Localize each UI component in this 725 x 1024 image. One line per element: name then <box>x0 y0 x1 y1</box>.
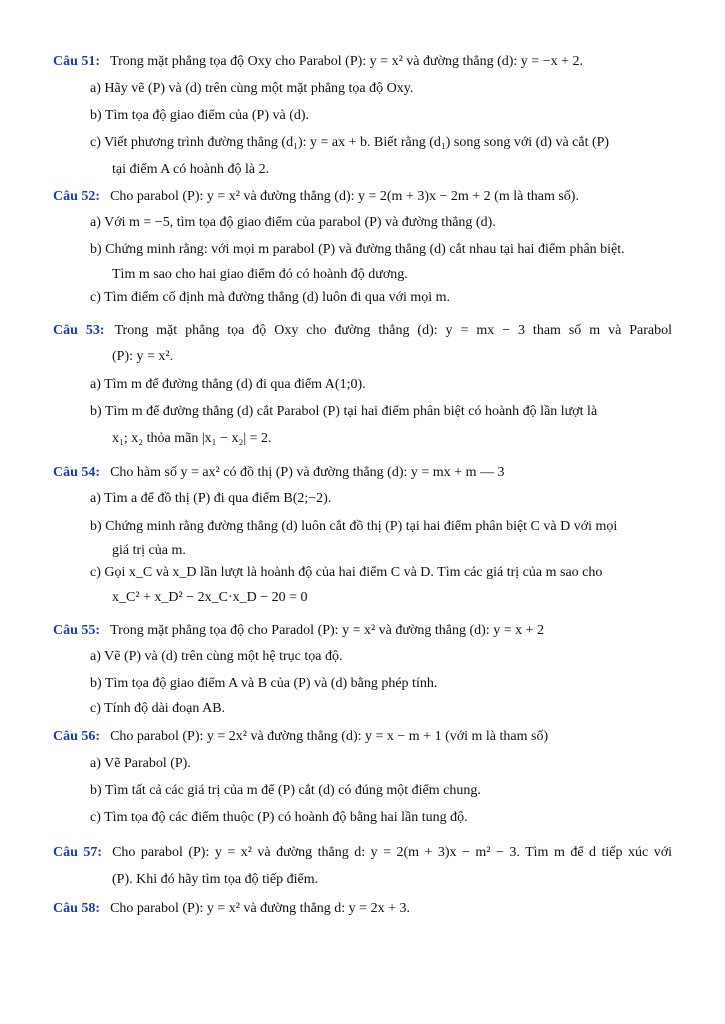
question-56-part-c: c) Tìm tọa độ các điểm thuộc (P) có hoành độ bằng hai lần tung độ. <box>90 810 468 825</box>
question-53-part-a: a) Tìm m để đường thẳng (d) đi qua điểm A(1;0). <box>90 377 366 392</box>
question-52-part-b-continued: Tìm m sao cho hai giao điểm đó có hoành độ dương. <box>112 267 408 282</box>
question-58 <box>53 900 410 918</box>
question-56-part-a: a) Vẽ Parabol (P). <box>90 756 191 771</box>
question-label: Câu 51: <box>53 54 101 69</box>
question-label: Câu 57: <box>53 845 103 860</box>
question-52-part-a: a) Với m = −5, tìm tọa độ giao điểm của parabol (P) và đường thẳng (d). <box>90 215 496 230</box>
question-54-part-b: b) Chứng minh rằng đường thẳng (d) luôn cắt đồ thị (P) tại hai điểm phân biệt C và D với mọi <box>90 519 618 534</box>
question-52 <box>53 188 579 206</box>
question-55-part-b: b) Tìm tọa độ giao điểm A và B của (P) và (d) bằng phép tính. <box>90 676 438 691</box>
question-54-part-c: c) Gọi x_C và x_D lần lượt là hoành độ của hai điểm C và D. Tìm các giá trị của m sao cho <box>90 565 603 580</box>
question-54 <box>53 464 504 482</box>
question-52-part-c: c) Tìm điểm cố định mà đường thẳng (d) luôn đi qua với mọi m. <box>90 290 451 305</box>
question-text: Cho parabol (P): y = x² và đường thẳng (d): y = 2(m + 3)x − 2m + 2 (m là tham số). <box>110 189 579 204</box>
question-text: Cho parabol (P): y = x² và đường thẳng d: y = 2(m + 3)x − m² − 3. Tìm m để d tiếp xúc với <box>112 845 672 860</box>
question-label: Câu 53: <box>53 323 105 338</box>
question-label: Câu 52: <box>53 189 101 204</box>
question-55-part-a: a) Vẽ (P) và (d) trên cùng một hệ trục tọa độ. <box>90 649 343 664</box>
question-53-part-b: b) Tìm m để đường thẳng (d) cắt Parabol (P) tại hai điểm phân biệt có hoành độ lần lượt là <box>90 404 598 419</box>
question-label: Câu 55: <box>53 623 101 638</box>
question-text: Cho parabol (P): y = 2x² và đường thẳng (d): y = x − m + 1 (với m là tham số) <box>110 729 549 744</box>
question-text: Trong mặt phẳng tọa độ Oxy cho đường thẳng (d): y = mx − 3 tham số m và Parabol <box>114 323 672 338</box>
question-54-equation: x_C² + x_D² − 2x_C·x_D − 20 = 0 <box>112 590 308 605</box>
question-51-part-b: b) Tìm tọa độ giao điểm của (P) và (d). <box>90 108 310 123</box>
question-text: Trong mặt phẳng tọa độ Oxy cho Parabol (P): y = x² và đường thẳng (d): y = −x + 2. <box>110 54 583 69</box>
question-54-part-a: a) Tìm a để đồ thị (P) đi qua điểm B(2;−2). <box>90 491 332 506</box>
question-51-part-a: a) Hãy vẽ (P) và (d) trên cùng một mặt phẳng tọa độ Oxy. <box>90 81 414 96</box>
question-57-text-continued: (P). Khi đó hãy tìm tọa độ tiếp điểm. <box>112 872 319 887</box>
question-51-part-c-continued: tại điểm A có hoành độ là 2. <box>112 162 270 177</box>
question-54-part-b-continued: giá trị của m. <box>112 543 186 558</box>
question-text: Trong mặt phẳng tọa độ cho Paradol (P): y = x² và đường thẳng (d): y = x + 2 <box>110 623 544 638</box>
question-57 <box>53 844 672 862</box>
question-text: Cho hàm số y = ax² có đồ thị (P) và đường thẳng (d): y = mx + m — 3 <box>110 465 505 480</box>
question-51 <box>53 53 583 71</box>
question-52-part-b: b) Chứng minh rằng: với mọi m parabol (P) và đường thẳng (d) cắt nhau tại hai điểm phân biệt. <box>90 242 625 257</box>
question-51-part-c: c) Viết phương trình đường thẳng (d₁): y = ax + b. Biết rằng (d₁) song song với (d) và cắt (P) <box>90 135 610 150</box>
question-55-part-c: c) Tính độ dài đoạn AB. <box>90 701 226 716</box>
question-label: Câu 58: <box>53 901 101 916</box>
question-label: Câu 54: <box>53 465 101 480</box>
question-label: Câu 56: <box>53 729 101 744</box>
question-56-part-b: b) Tìm tất cả các giá trị của m để (P) cắt (d) có đúng một điểm chung. <box>90 783 481 798</box>
question-53-part-b-continued: x₁; x₂ thỏa mãn |x₁ − x₂| = 2. <box>112 431 272 446</box>
question-53-text-continued: (P): y = x². <box>112 349 174 364</box>
question-56 <box>53 728 548 746</box>
question-text: Cho parabol (P): y = x² và đường thẳng d: y = 2x + 3. <box>110 901 410 916</box>
question-53 <box>53 322 672 340</box>
question-55 <box>53 622 544 640</box>
